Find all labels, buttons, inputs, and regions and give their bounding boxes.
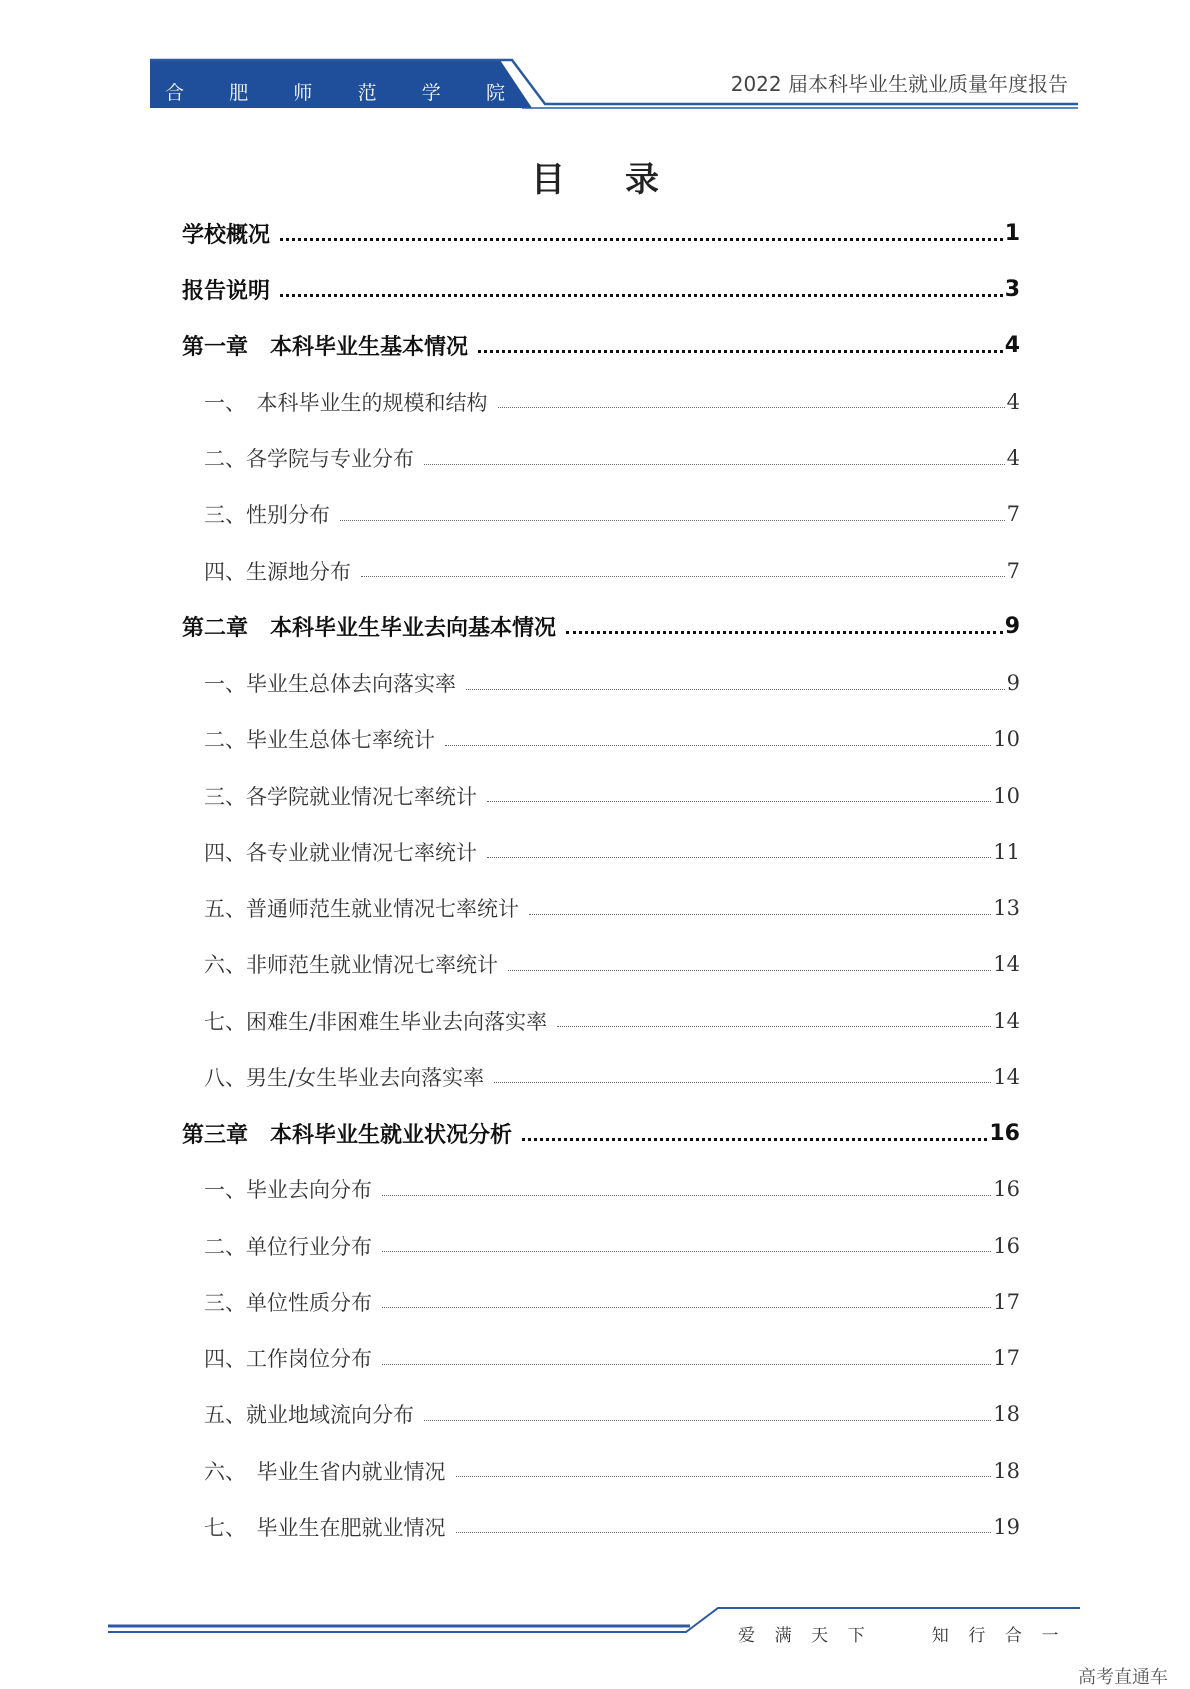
toc-entry-page: 18 <box>993 1402 1020 1427</box>
toc-entry-label: 六、 毕业生省内就业情况 <box>204 1456 456 1486</box>
toc-entry[interactable] <box>182 318 1020 374</box>
toc-entry-label: 第三章 本科毕业生就业状况分析 <box>182 1118 522 1149</box>
toc-entry-label: 五、就业地域流向分布 <box>204 1399 424 1429</box>
toc-entry-page: 16 <box>989 1120 1020 1146</box>
toc-entry[interactable] <box>182 543 1020 599</box>
toc-entry[interactable] <box>182 1499 1020 1555</box>
toc-entry-page: 4 <box>1004 333 1020 359</box>
toc-entry[interactable] <box>182 599 1020 655</box>
toc-entry-label: 第二章 本科毕业生毕业去向基本情况 <box>182 611 566 642</box>
toc-entry-label: 一、毕业生总体去向落实率 <box>204 668 466 698</box>
toc-dot-leader <box>445 745 991 746</box>
toc-entry[interactable] <box>182 1161 1020 1217</box>
toc-entry-label: 六、非师范生就业情况七率统计 <box>204 949 508 979</box>
toc-entry-label: 第一章 本科毕业生基本情况 <box>182 330 478 361</box>
toc-entry-page: 11 <box>993 839 1020 864</box>
toc-entry-page: 17 <box>993 1289 1020 1314</box>
toc-entry[interactable] <box>182 374 1020 430</box>
toc-dot-leader <box>498 407 1005 408</box>
toc-entry[interactable] <box>182 1274 1020 1330</box>
toc-entry[interactable] <box>182 486 1020 542</box>
toc-entry-page: 10 <box>993 727 1020 752</box>
toc-entry-page: 13 <box>993 896 1020 921</box>
school-name: 合 肥 师 范 学 院 <box>165 82 505 104</box>
toc-dot-leader <box>557 1026 991 1027</box>
toc-entry-page: 7 <box>1006 502 1020 527</box>
toc-entry-label: 一、 本科毕业生的规模和结构 <box>204 387 498 417</box>
toc-entry-page: 9 <box>1004 614 1020 640</box>
toc-entry[interactable] <box>182 205 1020 261</box>
toc-entry[interactable] <box>182 261 1020 317</box>
toc-entry-page: 18 <box>993 1458 1020 1483</box>
toc-dot-leader <box>478 350 1003 353</box>
toc-entry[interactable] <box>182 768 1020 824</box>
toc-dot-leader <box>487 801 991 802</box>
toc-dot-leader <box>522 1138 987 1141</box>
toc-dot-leader <box>382 1307 991 1308</box>
toc-entry[interactable] <box>182 1330 1020 1386</box>
toc-dot-leader <box>566 631 1003 634</box>
toc-entry-page: 14 <box>993 952 1020 977</box>
watermark: 高考直通车 <box>1078 1667 1168 1688</box>
toc-dot-leader <box>280 294 1003 297</box>
report-title: 2022 届本科毕业生就业质量年度报告 <box>730 72 1068 96</box>
toc-entry-page: 14 <box>993 1064 1020 1089</box>
toc-heading: 目录 <box>531 160 719 200</box>
toc-entry-label: 七、 毕业生在肥就业情况 <box>204 1512 456 1542</box>
toc-entry-label: 八、男生/女生毕业去向落实率 <box>204 1062 494 1092</box>
toc-dot-leader <box>456 1532 992 1533</box>
toc-entry[interactable] <box>182 1049 1020 1105</box>
toc-dot-leader <box>529 914 991 915</box>
toc-entry-page: 9 <box>1006 671 1020 696</box>
toc-entry[interactable] <box>182 1218 1020 1274</box>
toc-entry-label: 学校概况 <box>182 218 280 249</box>
toc-entry-label: 四、生源地分布 <box>204 556 361 586</box>
toc-dot-leader <box>340 520 1005 521</box>
toc-entry[interactable] <box>182 1443 1020 1499</box>
toc-entry-page: 7 <box>1006 558 1020 583</box>
toc-entry-label: 五、普通师范生就业情况七率统计 <box>204 893 529 923</box>
toc-dot-leader <box>466 689 1005 690</box>
toc-dot-leader <box>508 970 991 971</box>
toc-entry-label: 二、各学院与专业分布 <box>204 443 424 473</box>
toc-dot-leader <box>456 1476 992 1477</box>
toc-entry-label: 一、毕业去向分布 <box>204 1174 382 1204</box>
table-of-contents <box>182 205 1020 1555</box>
toc-entry-page: 4 <box>1006 446 1020 471</box>
toc-entry-page: 19 <box>993 1514 1020 1539</box>
toc-entry[interactable] <box>182 655 1020 711</box>
toc-dot-leader <box>361 576 1005 577</box>
toc-dot-leader <box>382 1364 991 1365</box>
toc-entry[interactable] <box>182 880 1020 936</box>
toc-entry-label: 二、单位行业分布 <box>204 1231 382 1261</box>
toc-entry[interactable] <box>182 430 1020 486</box>
toc-dot-leader <box>494 1082 991 1083</box>
toc-entry-label: 四、工作岗位分布 <box>204 1343 382 1373</box>
footer-motto: 爱 满 天 下 知 行 合 一 <box>738 1626 1059 1646</box>
toc-entry[interactable] <box>182 1386 1020 1442</box>
toc-entry-label: 二、毕业生总体七率统计 <box>204 724 445 754</box>
toc-dot-leader <box>382 1251 991 1252</box>
toc-entry-page: 14 <box>993 1008 1020 1033</box>
toc-entry[interactable] <box>182 993 1020 1049</box>
toc-entry-label: 七、困难生/非困难生毕业去向落实率 <box>204 1006 557 1036</box>
toc-entry-label: 三、各学院就业情况七率统计 <box>204 781 487 811</box>
toc-entry-label: 三、单位性质分布 <box>204 1287 382 1317</box>
toc-dot-leader <box>424 1420 991 1421</box>
toc-entry-page: 10 <box>993 783 1020 808</box>
toc-entry[interactable] <box>182 1105 1020 1161</box>
toc-entry[interactable] <box>182 824 1020 880</box>
toc-entry[interactable] <box>182 711 1020 767</box>
toc-entry-page: 1 <box>1004 220 1020 246</box>
toc-dot-leader <box>487 857 991 858</box>
toc-entry-label: 报告说明 <box>182 274 280 305</box>
toc-dot-leader <box>280 238 1003 241</box>
toc-entry-page: 4 <box>1006 389 1020 414</box>
toc-entry[interactable] <box>182 936 1020 992</box>
toc-entry-page: 16 <box>993 1177 1020 1202</box>
toc-entry-page: 16 <box>993 1233 1020 1258</box>
toc-dot-leader <box>424 464 1005 465</box>
toc-entry-page: 3 <box>1004 276 1020 302</box>
toc-entry-label: 三、性别分布 <box>204 499 340 529</box>
toc-entry-label: 四、各专业就业情况七率统计 <box>204 837 487 867</box>
toc-dot-leader <box>382 1195 991 1196</box>
toc-entry-page: 17 <box>993 1346 1020 1371</box>
